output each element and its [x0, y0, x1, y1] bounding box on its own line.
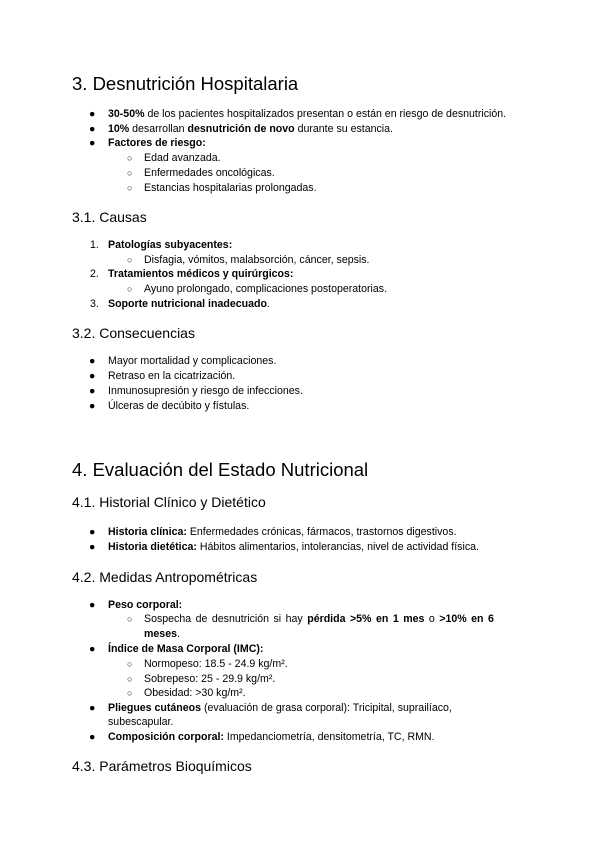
sub-list-item: Normopeso: 18.5 - 24.9 kg/m². [144, 658, 288, 670]
bullet-marker: ● [89, 385, 96, 397]
circle-marker: ○ [127, 284, 133, 294]
list-item: Factores de riesgo: [108, 137, 206, 149]
bullet-marker: ● [89, 731, 96, 743]
circle-marker: ○ [127, 255, 133, 265]
sub-list-item: Ayuno prolongado, complicaciones postoperatorias. [144, 283, 388, 295]
list-item: Patologías subyacentes: [108, 239, 233, 251]
circle-marker: ○ [127, 183, 133, 193]
section-3-heading: 3. Desnutrición Hospitalaria [72, 73, 299, 94]
list-item: 10% desarrollan desnutrición de novo durante su estancia. [108, 123, 393, 135]
bullet-marker: ● [89, 541, 96, 553]
list-item: Úlceras de decúbito y fístulas. [108, 400, 250, 412]
list-item: Inmunosupresión y riesgo de infecciones. [108, 385, 303, 397]
bullet-marker: ● [89, 400, 96, 412]
bullet-marker: ● [89, 108, 96, 120]
sub-list-item: Obesidad: >30 kg/m². [144, 687, 246, 699]
sub-list-item: Sospecha de desnutrición si hay pérdida >5% en 1 mes o >10% en 6 [144, 613, 494, 625]
circle-marker: ○ [127, 659, 133, 669]
bullet-marker: ● [89, 643, 96, 655]
list-item: Pliegues cutáneos (evaluación de grasa corporal): Tricipital, suprailíaco, [108, 702, 452, 714]
list-number: 1. [90, 239, 99, 251]
bullet-marker: ● [89, 123, 96, 135]
bullet-marker: ● [89, 137, 96, 149]
sub-list-item-continuation: meses. [144, 628, 180, 640]
circle-marker: ○ [127, 674, 133, 684]
bullet-marker: ● [89, 526, 96, 538]
sub-list-item: Edad avanzada. [144, 152, 221, 164]
circle-marker: ○ [127, 614, 133, 624]
bullet-marker: ● [89, 370, 96, 382]
list-item: Composición corporal: Impedanciometría, densitometría, TC, RMN. [108, 731, 435, 743]
bullet-marker: ● [89, 355, 96, 367]
sub-list-item: Enfermedades oncológicas. [144, 167, 275, 179]
circle-marker: ○ [127, 688, 133, 698]
sub-list-item: Estancias hospitalarias prolongadas. [144, 182, 317, 194]
list-item-continuation: subescapular. [108, 716, 174, 728]
list-item: 30-50% de los pacientes hospitalizados presentan o están en riesgo de desnutrición. [108, 108, 507, 120]
list-item: Peso corporal: [108, 599, 183, 611]
subsection-3-1-heading: 3.1. Causas [72, 209, 147, 225]
section-4-heading: 4. Evaluación del Estado Nutricional [72, 459, 369, 480]
list-number: 3. [90, 298, 99, 310]
sub-list-item: Disfagia, vómitos, malabsorción, cáncer, sepsis. [144, 254, 370, 266]
sub-list-item: Sobrepeso: 25 - 29.9 kg/m². [144, 673, 276, 685]
list-item: Mayor mortalidad y complicaciones. [108, 355, 277, 367]
subsection-3-2-heading: 3.2. Consecuencias [72, 325, 195, 341]
subsection-4-1-heading: 4.1. Historial Clínico y Dietético [72, 494, 266, 510]
bullet-marker: ● [89, 702, 96, 714]
list-item: Soporte nutricional inadecuado. [108, 298, 270, 310]
subsection-4-2-heading: 4.2. Medidas Antropométricas [72, 569, 258, 585]
list-number: 2. [90, 268, 99, 280]
list-item: Tratamientos médicos y quirúrgicos: [108, 268, 294, 280]
list-item: Historia clínica: Enfermedades crónicas, fármacos, trastornos digestivos. [108, 526, 457, 538]
subsection-4-3-heading: 4.3. Parámetros Bioquímicos [72, 758, 252, 774]
list-item: Retraso en la cicatrización. [108, 370, 236, 382]
bullet-marker: ● [89, 599, 96, 611]
circle-marker: ○ [127, 168, 133, 178]
list-item: Índice de Masa Corporal (IMC): [108, 643, 264, 655]
list-item: Historia dietética: Hábitos alimentarios, intolerancias, nivel de actividad física. [108, 541, 479, 553]
circle-marker: ○ [127, 153, 133, 163]
